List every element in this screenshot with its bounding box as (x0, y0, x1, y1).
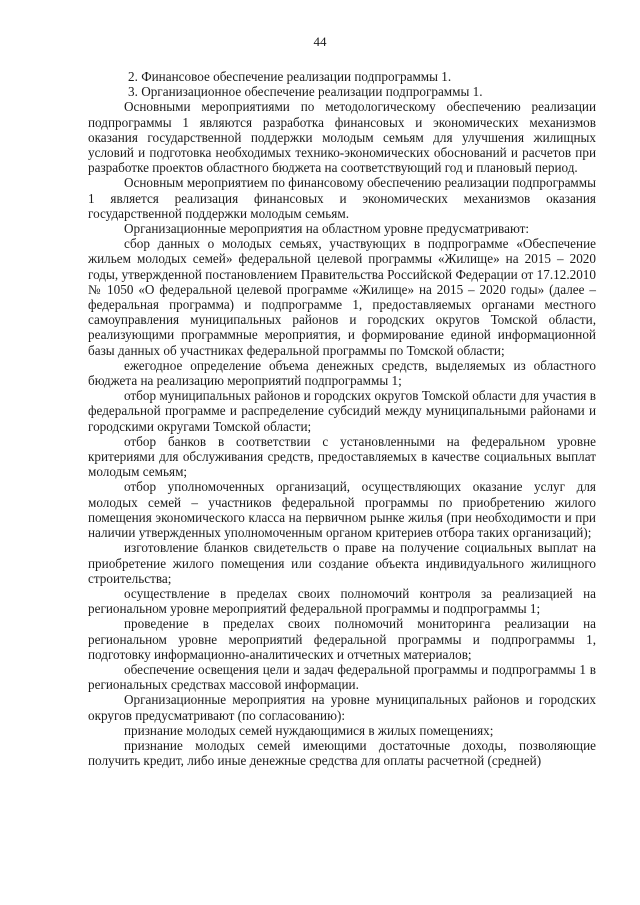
list-item-bank-selection: отбор банков в соответствии с установленными на федеральном уровне критериями для обслуживания средств, предоставляемых в качестве социальных выплат молодым семьям; (88, 433, 596, 480)
list-item-budget-determination: ежегодное определение объема денежных средств, выделяемых из областного бюджета на реализацию мероприятий подпрограммы 1; (88, 357, 596, 389)
list-item-control: осуществление в пределах своих полномочий контроля за реализацией на региональном уровне мероприятий федеральной программы и подпрограммы 1; (88, 585, 596, 617)
list-item-data-collection: сбор данных о молодых семьях, участвующих в подпрограмме «Обеспечение жильем молодых семей» федеральной целевой программы «Жилище» на 2015 – 2020 годы, утвержденной постановлением Правительства Российской Федерации от 17.12.2010 № 1050 «О федеральной целевой программе «Жилище» на 2015 – 2020 годы» (далее – федеральная программа) и подпрограмме 1, предоставляемых органами местного самоуправления муниципальных районов и городских округов Томской области, реализующими программные мероприятия, и формирование единой информационной базы данных об участниках федеральной программы по Томской области; (88, 236, 596, 358)
list-item-certificate-forms: изготовление бланков свидетельств о праве на получение социальных выплат на приобретение жилого помещения или создание объекта индивидуального жилищного строительства; (88, 540, 596, 586)
list-item-recognition-income: признание молодых семей имеющими достаточные доходы, позволяющие получить кредит, либо иные денежные средства для оплаты расчетной (средней) (88, 737, 596, 769)
paragraph-organizational-support-item: 3. Организационное обеспечение реализации подпрограммы 1. (128, 84, 483, 100)
paragraph-methodological-measures: Основными мероприятиями по методологическому обеспечению реализации подпрограммы 1 являются разработка финансовых и экономических механизмов оказания государственной поддержки молодым семьям для улучшения жилищных условий и подготовка необходимых технико-экономических обоснований и расчетов при разработке проектов областного бюджета на соответствующий год и плановый период. (88, 99, 596, 176)
paragraph-regional-measures-intro: Организационные мероприятия на областном уровне предусматривают: (124, 221, 530, 237)
page-number: 44 (313, 34, 327, 49)
list-item-media-coverage: обеспечение освещения цели и задач федеральной программы и подпрограммы 1 в региональных средствах массовой информации. (88, 661, 596, 693)
list-item-organization-selection: отбор уполномоченных организаций, осуществляющих оказание услуг для молодых семей – участников федеральной программы по приобретению жилого помещения экономического класса на первичном рынке жилья (при необходимости и при наличии утвержденных уполномоченным органом критериев отбора таких организаций); (88, 479, 596, 541)
paragraph-financial-measures: Основным мероприятием по финансовому обеспечению реализации подпрограммы 1 является реализация финансовых и экономических механизмов оказания государственной поддержки молодым семьям. (88, 175, 596, 221)
list-item-municipality-selection: отбор муниципальных районов и городских округов Томской области для участия в федеральной программе и распределение субсидий между муниципальными районами и городскими округами Томской области; (88, 388, 596, 434)
document-body (88, 69, 596, 768)
list-item-recognition-needy: признание молодых семей нуждающимися в жилых помещениях; (124, 722, 494, 738)
paragraph-municipal-measures-intro: Организационные мероприятия на уровне муниципальных районов и городских округов предусматривают (по согласованию): (88, 692, 596, 723)
list-item-monitoring: проведение в пределах своих полномочий мониторинга реализации на региональном уровне мероприятий федеральной программы и подпрограммы 1, подготовку информационно-аналитических и отчетных материалов; (88, 616, 596, 662)
paragraph-financial-support-item: 2. Финансовое обеспечение реализации подпрограммы 1. (128, 69, 452, 84)
